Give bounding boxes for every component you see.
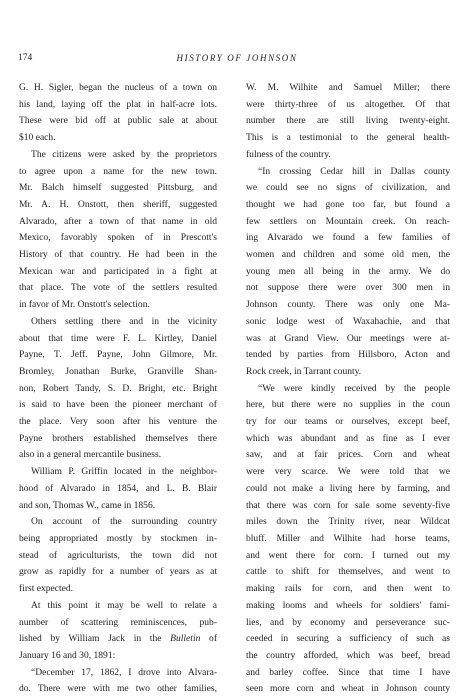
text-line: about that time were F. L. Kirtley, Daniel <box>19 332 217 344</box>
text-line: William P. Griffin located in the neighbor- <box>31 466 217 478</box>
text-line: Mexico, favorably spoken of in Prescott's <box>19 232 217 244</box>
text-line: History of that country. He had been in the <box>19 249 217 261</box>
page-number: 174 <box>18 53 33 63</box>
text-line: the place. Very soon after his venture the <box>19 416 217 428</box>
text-line: G. H. Sigler, began the nucleus of a town on <box>19 82 217 93</box>
text-line: miles down the Trinity river, near Wildcat <box>246 516 450 528</box>
right-column <box>246 80 450 698</box>
text-line: number of scattering reminiscences, pub- <box>19 616 217 628</box>
text-line: could not make a living here by farming, and <box>246 482 450 494</box>
text-line: fulness of the country. <box>246 148 331 160</box>
text-line: “We were kindly received by the people <box>258 382 450 394</box>
text-line: On account of the surrounding country <box>31 516 217 528</box>
text-line: The citizens were asked by the proprietors <box>31 148 217 160</box>
running-head: HISTORY OF JOHNSON <box>176 53 298 63</box>
text-line: in favor of Mr. Onstott's selection. <box>19 299 150 311</box>
text-line: that place. The vote of the settlers resulted <box>19 282 217 294</box>
text-line: January 16 and 30, 1891: <box>19 649 116 661</box>
text-line: not suppose there were over 300 men in <box>246 282 450 294</box>
text-line: Payne, T. Jeff. Payne, John Gilmore, Mr. <box>19 349 217 361</box>
text-line: bluff. Miller and Wilhite had horse teams, <box>246 532 450 544</box>
text-line: his land, laying off the plat in half-acre lots. <box>19 98 217 110</box>
text-line: to agree upon a name for the new town. <box>19 165 217 177</box>
text-line: ceeded in securing a sufficiency of such as <box>246 633 450 645</box>
text-line: cattle to shift for themselves, and went to <box>246 566 450 578</box>
text-line: Bromley, Jonathan Burke, Granville Shan- <box>19 365 217 377</box>
text-line: grow as rapidly for a number of years as at <box>19 566 217 578</box>
text-line: also in a general mercantile business. <box>19 449 162 461</box>
text-line: At this point it may be well to relate a <box>31 599 217 611</box>
text-line: here, but there were no supplies in the coun <box>246 399 450 411</box>
page-header <box>18 53 456 67</box>
text-line: Mr. A. H. Onstott, then sheriff, suggested <box>19 198 217 210</box>
text-line: W. M. Wilhite and Samuel Miller; there <box>246 82 450 93</box>
text-line: This is a testimonial to the general health- <box>246 132 450 144</box>
text-line: few settlers on Mountain creek. On reach- <box>246 215 450 227</box>
text-line: tended by parties from Hillsboro, Acton and <box>246 349 450 361</box>
text-line: Others settling there and in the vicinity <box>31 315 217 327</box>
text-line: lies, and by economy and perseverance suc- <box>246 616 450 628</box>
text-line: try for our teams or ourselves, except beef, <box>246 416 450 428</box>
text-line: that there was corn for sale some seventy-five <box>246 499 450 511</box>
text-line: stead of agriculturists, the town did not <box>19 549 217 561</box>
text-segment: lished by William Jack in the <box>19 633 162 645</box>
text-line: is said to have been the pioneer merchant of <box>19 399 217 411</box>
text-line: Johnson county. There was only one Ma- <box>246 299 450 311</box>
text-line: young men all being in the army. We do <box>246 265 450 277</box>
text-line: Payne brothers established themselves there <box>19 432 217 444</box>
text-line: which was abundant and as fine as I ever <box>246 432 450 444</box>
text-line: we could see no signs of civilization, and <box>246 182 450 194</box>
text-line: were thirty-three of us altogether. Of that <box>246 98 450 110</box>
text-line: “December 17, 1862, I drove into Alvara- <box>31 666 217 678</box>
text-line: and went there for corn. I turned out my <box>246 549 450 561</box>
text-line: ing Alvarado we found a few families of <box>246 232 450 244</box>
text-line: non, Robert Tandy, S. D. Bright, etc. Bright <box>19 382 217 394</box>
text-line: Mexican war and participated in a fight at <box>19 265 217 277</box>
text-line: $10 each. <box>19 132 56 144</box>
publication-title: Bulletin <box>170 633 201 645</box>
text-line: Alvarado, after a town of that name in old <box>19 215 217 227</box>
text-line: sonic lodge west of Waxahachie, and that <box>246 315 450 327</box>
left-column <box>19 80 217 698</box>
text-line: Mr. Balch himself suggested Pittsburg, and <box>19 182 217 194</box>
text-line: the country afforded, which was beef, bread <box>246 649 450 661</box>
text-line: saw, and at fair prices. Corn and wheat <box>246 449 450 461</box>
text-line: Rock creek, in Tarrant county. <box>246 365 362 377</box>
text-line: do. There were with me two other families, <box>19 683 217 695</box>
text-line: hood of Alvarado in 1854, and L. B. Blair <box>19 482 217 494</box>
text-line: “In crossing Cedar hill in Dallas county <box>258 165 450 177</box>
text-line: seen more corn and wheat in Johnson county <box>246 683 450 695</box>
text-line: first expected. <box>19 583 74 595</box>
text-line <box>19 631 217 648</box>
text-segment: of <box>200 633 217 645</box>
text-line: and barley coffee. Since that time I have <box>246 666 450 678</box>
text-line: thought we had gone too far, but found a <box>246 198 450 210</box>
text-line: women and children and some old men, the <box>246 249 450 261</box>
text-line: number there are still living twenty-eight. <box>246 115 450 127</box>
text-line: These were bid off at public sale at about <box>19 115 217 127</box>
text-line: being appropriated mostly by stockmen in- <box>19 532 217 544</box>
text-line: making looms and wheels for soldiers' fami- <box>246 599 450 611</box>
text-line: making rails for corn, and then went to <box>246 583 450 595</box>
text-line: and son, Thomas W., came in 1856. <box>19 499 156 511</box>
text-line: was at Grand View. Our meetings were at- <box>246 332 450 344</box>
text-line: were very scarce. We were told that we <box>246 466 450 478</box>
